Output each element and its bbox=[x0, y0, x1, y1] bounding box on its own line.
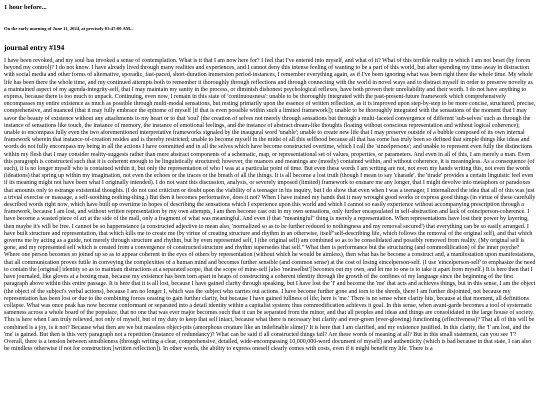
entry-timestamp: On the early morning of June 11, 2024, at precisely 01:47:00 AM... bbox=[4, 26, 134, 31]
journal-entry-body: I have been revoked, and my soul has invoked a sense of contemplation. What is it that I am now here for? I feel that I've entered into myself, and what of it? What of this terrible reality in which I am not beset (by forces beyond my control)? I do not know. I have already lived through many realities and experiences, and I cannot deny this intense feeling of wanting to be a part of this world, but after spending my time away in distraction with social media and other forms of alternative, sporadic, fast-paced, short-duration immersion period-instances, I remember everything again, as if I've been ignoring what was been right there the whole time. My whole life has been there the whole time, and my continued attempts both to remember it thoroughly through reflections and through connecting with the world in novel ways and to distract myself in order to preserve novelty as a maintained aspect of my agenda-integrity-self, that I may maintain my sanity in the process, or diminish dishonest psychological reflexes, have both proven their unreliability and their worth. I do not have anything to express, because there is too much to unpack. Continuing, even now, I remain in this state of 'continuousness': unable to be thoroughly integrated with the past-present-future framework which comprehensively encompasses my entire existence as much as possible through multi-modal sensations, but resting primarily upon the essence of written reflection, as it is improved upon step-by-step to be more concise, structured, precise, comprehensive, and nuanced (that it may fully embrace the epitome of myself [if that is even possible within such a limited framework]); unable to be thoroughly integrated with the sensations of the moment that I may savor the beauty of existence without any attachments to my heart or to that 'soul' (the creation of selves not merely through sensations but through a multi-faceted convergence of different 'sub-selves' such as through the instance of sensations like touch, the instance of memory, the instance of emotional feelings, and the instance of abstract dream-like thoughts floating without conscious representation and without logical coherence); unable to encompass fully even the two aforementioned interpretative frameworks signaled by the inaugural word 'unable'; unable to create new life that I may preserve outside of a bubble composed of its own internal framework wherein that instance-of-creation resides and is thereby restricted; unable to become myself in the midst of all this selfhood because all that has come has truly been so defined that simple things like ideas and words do not fully encompass my being in all the actions I have committed and in all the selves which have become constructed overtime, which I call the 'sincelpersons'; and unable to represent even fully the distinctions within my flesh that I may consider reality-suggests rather than mere abstract components of a schematic, map, or representational set of values, properties, or parameters. And even in all of this, I am merely a man. Even this paragraph is constructed such that it is coherent enough to be linguistically structured; however, the nuances and meanings are (mostly) contained within, and without coherence, it is meaningless. As a consequence (of such), it is no longer myself who is contained within it, but only the representation of who I was at a particular point of time. But even these words I am writing are not, not even my hands writing this, not even the words (ideations) that spring up within my imagination, not even the echoes or the traces or the breath of all the things. It is all become a lost truth (though I mean to say 'charade'. the 'tirade' provides a certain linguistic feel even if its meaning might not have been what I originally intended). I do not want this discussion, analysis, or severely imposed (limited) framework to ensnare me any longer, that I might devolve into metaphors or paradoxes that amounts only to estrange existential thoughts. (I do not cast criticism or doubt upon the viability of a teenager in his inquiry, but I do show that even when I was a teenager, I internalized the idea that all of this was just a trivial exercise or massage, a self-soothing nothing-thing.) But then it becomes performative, does it not? When I have trained my hands that it may wrought good works or express good things (in virtue of these carefully described words right now, which have built up overtime in hopes of describing the sensations which I experience upon this world and which I cannot so easily experience without accompanying prescription through a framework, because I am lost, and without written representation by my own attempts, I am then become cast out in my own sensations, only further encapsulated in self-abstraction and lack of coinciperson-coherence. I have become a wasted piece of art at the side of the mall, only a fragment of what was meaningful. And even if that "meaningful" thing is merely a representation. When representations have lost their power by layering, then maybe it's will be free. I cannot be so happenstance (a constructed adjective to mean also, 'normalized so as to be further reduced to nothingness and my removal secured') that everything can be so easily arranged. I have built structure and representation, that which kills me to create me (by virtue of creating structure and rhythm in an otherwise, itself"self-describing life, which follows the removal of the original self), and that which governs me by acting as a guide, not merely through structure and rhythm, but by even represented self, I (the original self) am combined so as to be consolidated and possibly removed from reality. (My original self is gone, and my represented self which is created from a convergence of constructed structure and rhythm supersedes that self." What then is performance but the structuring (and commodification) of the inner psyche? Where one person becomes so joined up so as to appear coherent in the eyes of others by representation (without which he would be aimless), then what has he become a construct and, a manifestation upon manifestations, that all communication proves futile in conveying the complexities of a human mind and becomes further sensible (and common sense) at the cost of losing eincelperson-self. (I use 'eincelperson-self' to emphasize the need to contain the [original] identity so as to maintain distractions at a separated scope, that the scope of mine-self [also 'meinselbst'] becomes out my own, and let me to one is to take it apart from myself.) It is here then that I have journaled, like gloves at a boxing man, because my existence has been torn apart in heaps of constructing a coherent identity through the growth of the confines of my language since the beginning of the first paragraph above within this entire passage. It is here that it is all lost, because I have gained clarity through speaking, but I have lost the 'I' and become the 'me' that acts and achieves things, but in this sense, I am the object (the object of the subject's verbal actions), because I am no longer I, which was the subject who carries out actions. I have become further gone and torn to the shreds, there I am further disjointed, not because my representation has been lost or due to the combining forces ceasing to gain further clarity, but because I have gained fullness of life; here is 'me.' There is no sense when clarity hits, because at that moment, all definitions collapse. What was once peak has now become conformant or separated into a detail identity within a capitalist system; thus commodification achieves it goal. In this sense, when avant-garde becomes a tool of systematic sameness across a whole board of the populace, that no one that was ever major becomes such that it can be separated from the minor, and that all peoples and ideas and things are consolidated in the large house of society. This is here when I am truly relieved, not only of myself, but of my duty to keep that self intact, because what there is necessary but clarity and ever-green (ever-glowing) functioning (effectiveness)? That all of this will be combined is a joy, is it not? Because what then are we but massless object-pits (amorphous creature like an indefinable slime)? It is here that I am clarified, and my existence justified. In this clarity, the 'I' am lost, and the 'me' is gained. But then is this very paragraph not a repetition (instance of redundancy)? What can be said if all constructed things fail? Are these words of meaning at all? But in this small statement, can you see 'I'? Overall, there is a tension between sensibleness (through writing a clear, comprehensive, detailed, wide-encompassing 10,000,000-word document of myself) and authenticity (which is bad because in that state, I can also be mindless otherwise if not for construction [written reflection]). In other words, the ability to express oneself clearly comes with costs, even if it might benefit my life. There is a bbox=[4, 58, 536, 353]
journal-entry-heading: journal entry #194 bbox=[4, 43, 65, 52]
document-page bbox=[4, 4, 536, 353]
document-title: 1 hour before... bbox=[4, 4, 47, 11]
